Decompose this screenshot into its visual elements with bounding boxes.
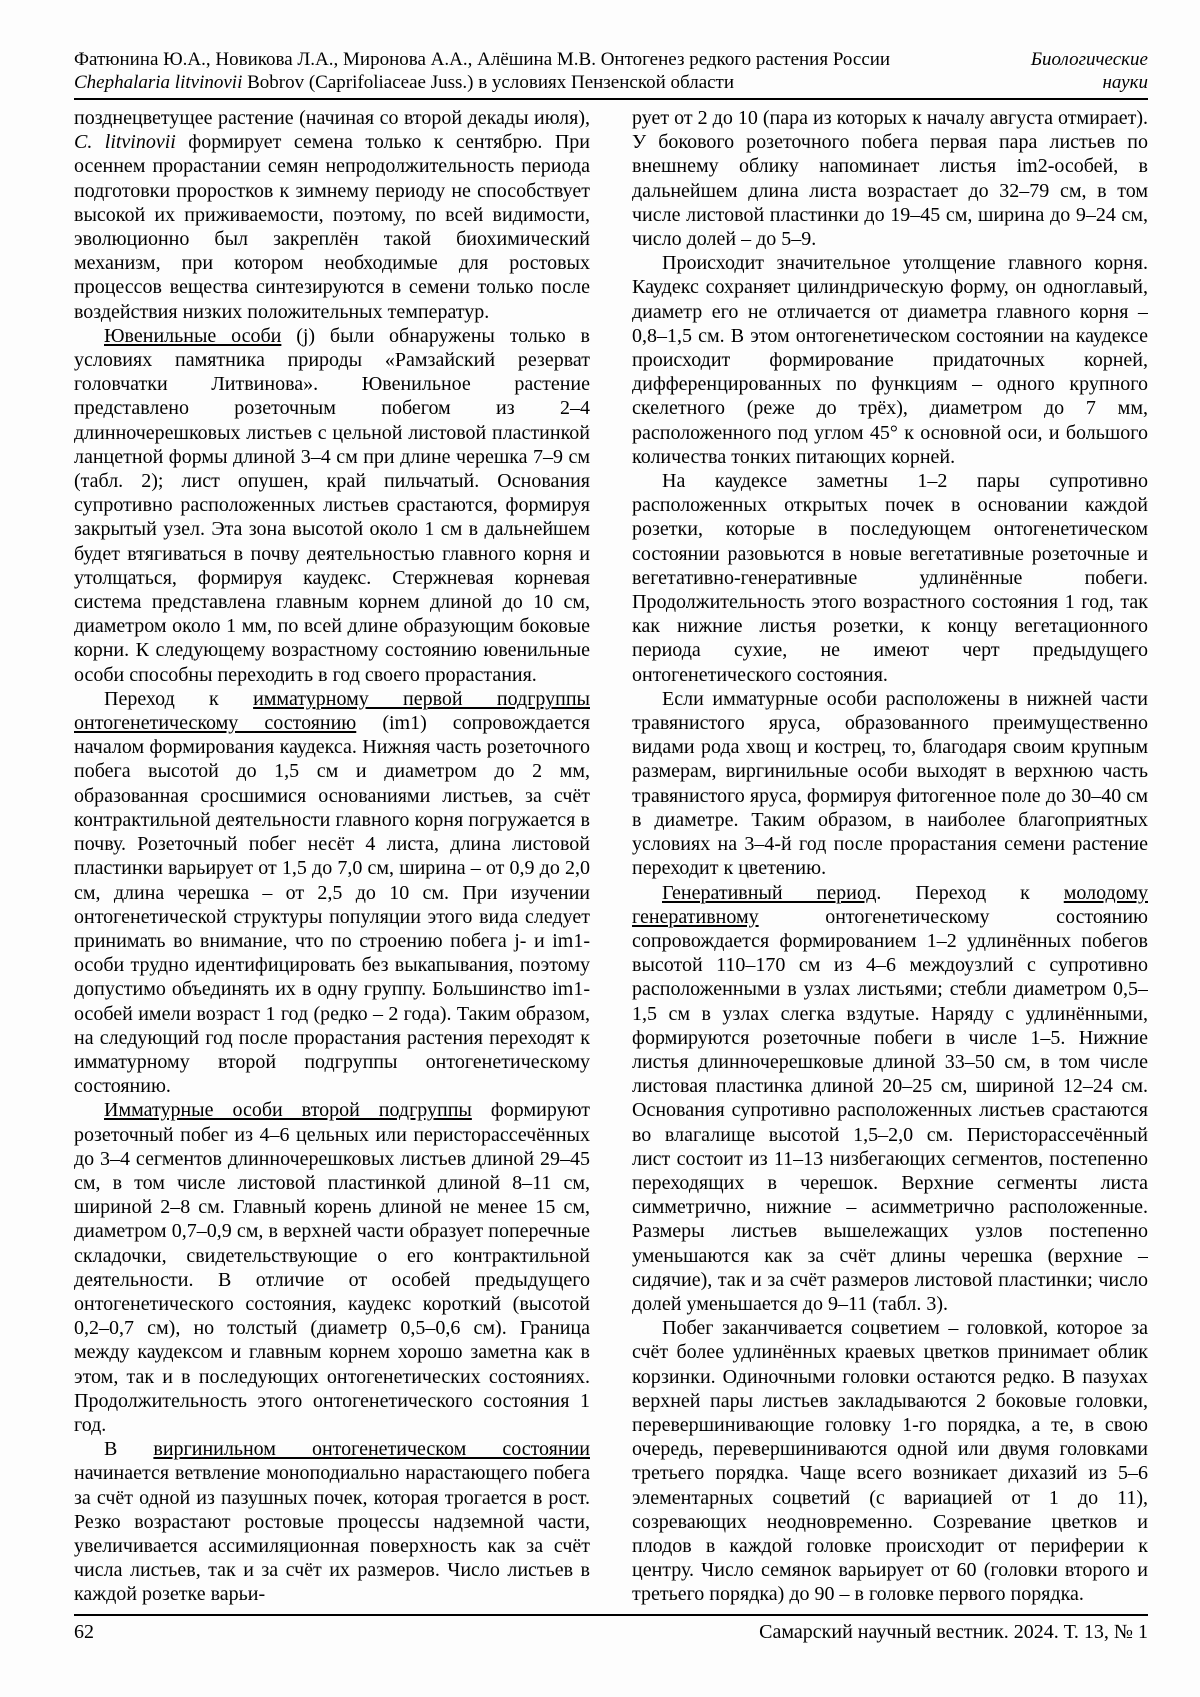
text-column-left — [74, 106, 590, 1612]
running-title-line2 — [74, 71, 890, 94]
paragraph — [74, 106, 590, 324]
paragraph — [632, 881, 1148, 1317]
text-segment: формируют розеточный побег из 4–6 цельных или перисторассечённых до 3–4 сегментов длинночерешковых листьев длиной 29–45 см, в том числе листовой пластинкой длиной 8–11 см, шириной 2–8 см. Главный корень длиной не менее 15 см, диаметром 0,7–0,9 см, в верхней части образует поперечные складочки, свидетельствующие о его контрактильной деятельности. В отличие от особей предыдущего онтогенетического состояния, каудекс короткий (высотой 0,2–0,7 см), но толстый (диаметр 0,5–0,6 см). Граница между каудексом и главным корнем хорошо заметна как в этом, так и в последующих онтогенетических состояниях. Продолжительность этого онтогенетического состояния 1 год. — [74, 1099, 590, 1436]
running-title-line2-rest: Bobrov (Caprifoliaceae Juss.) в условиях Пензенской области — [242, 72, 735, 93]
running-title-line1: Фатюнина Ю.А., Новикова Л.А., Миронова А.А., Алёшина М.В. Онтогенез редкого растения России — [74, 49, 891, 70]
section-label-line2: науки — [1102, 72, 1148, 93]
paragraph — [632, 687, 1148, 881]
section-label — [1031, 48, 1148, 94]
paragraph — [632, 469, 1148, 687]
page-header — [74, 48, 1148, 94]
paragraph — [632, 106, 1148, 251]
paragraph — [74, 324, 590, 687]
text-segment: . Переход к — [876, 881, 1064, 904]
text-segment: Побег заканчивается соцветием – головкой, которое за счёт более удлинённых краевых цветков принимает облик корзинки. Одиночными головки остаются редко. В пазухах верхней пары листьев закладываются 2 боковые головки, перевершинивающие головку 1-го порядка, а те, в свою очередь, перевершиниваются одной или двумя головками третьего порядка. Чаще всего возникает дихазий из 5–6 элементарных соцветий (с вариацией от 1 до 11), созревающих неодновременно. Созревание цветков и плодов в каждой головке происходит от периферии к центру. Число семянок варьирует от 60 (головки второго и третьего порядка) до 90 – в головке первого порядка. — [632, 1317, 1148, 1606]
paragraph — [74, 687, 590, 1098]
text-segment: На каудексе заметны 1–2 пары супротивно расположенных открытых почек в основании каждой розетки, которые в последующем онтогенетическом состоянии разовьются в новые вегетативные розеточные и вегетативно-генеративные удлинённые побеги. Продолжительность этого возрастного состояния 1 год, так как нижние листья розетки, к концу вегетационного периода сухие, не имеют черт предыдущего онтогенетического состояния. — [632, 470, 1148, 686]
text-column-right — [632, 106, 1148, 1612]
text-segment: (im1) сопровождается началом формирования каудекса. Нижняя часть розеточного побега высотой до 1,5 см и диаметром до 2 мм, образованная сросшимися основаниями листьев, за счёт контрактильной деятельности главного корня погружается в почву. Розеточный побег несёт 4 листа, длина листовой пластинки варьирует от 1,5 до 7,0 см, ширина – от 0,9 до 2,0 см, длина черешка – от 2,5 до 10 см. При изучении онтогенетической структуры популяции этого вида следует принимать во внимание, что по строению побега j- и im1-особи трудно идентифицировать без выкапывания, поэтому допустимо объединять их в одну группу. Большинство im1-особей имели возраст 1 год (редко – 2 года). Таким образом, на следующий год после прорастания растения переходят к имматурному второй подгруппы онтогенетическому состоянию. — [74, 712, 590, 1098]
paragraph — [632, 1316, 1148, 1606]
journal-reference: Самарский научный вестник. 2024. Т. 13, № 1 — [759, 1621, 1148, 1643]
underlined-term: имматурному первой подгруппы онтогенетическому состоянию — [74, 687, 590, 735]
footer-rule — [74, 1614, 1148, 1616]
underlined-term: Ювенильные особи — [104, 324, 282, 347]
page-number: 62 — [74, 1621, 94, 1643]
text-segment: рует от 2 до 10 (пара из которых к началу августа отмирает). У бокового розеточного побега первая пара листьев по внешнему облику напоминает листья im2-особей, в дальнейшем длина листа возрастает до 32–79 см, в том числе листовой пластинки до 19–45 см, ширина до 9–24 см, число долей – до 5–9. — [632, 107, 1148, 251]
text-segment: позднецветущее растение (начиная со второй декады июля), — [74, 107, 590, 129]
paragraph — [632, 251, 1148, 469]
running-title — [74, 48, 890, 94]
underlined-term: виргинильном онтогенетическом состоянии — [153, 1438, 590, 1461]
article-body — [74, 106, 1148, 1612]
species-name-italic: Chephalaria litvinovii — [74, 72, 243, 93]
paragraph — [74, 1437, 590, 1606]
header-rule — [74, 98, 1148, 100]
page-footer — [74, 1619, 1148, 1645]
text-segment: формирует семена только к сентябрю. При осеннем прорастании семян непродолжительность периода подготовки проростков к зимнему периоду не способствует высокой их приживаемости, поэтому, по всей видимости, эволюционно был закреплён такой биохимический механизм, при котором необходимые для ростовых процессов вещества синтезируются в семени только после воздействия низких положительных температур. — [74, 131, 590, 323]
underlined-term: Имматурные особи второй подгруппы — [104, 1099, 472, 1122]
text-segment: Переход к — [104, 687, 254, 710]
underlined-term: Генеративный период — [662, 881, 877, 904]
text-segment: Происходит значительное утолщение главного корня. Каудекс сохраняет цилиндрическую форму, он одноглавый, диаметр его не отличается от диаметра главного корня – 0,8–1,5 см. В этом онтогенетическом состоянии на каудексе происходит формирование придаточных корней, дифференцированных по функциям – одного крупного скелетного (реже до трёх), диаметром до 7 мм, расположенного под углом 45° к основной оси, и большого количества тонких питающих корней. — [632, 252, 1148, 468]
text-segment: В — [104, 1438, 154, 1461]
text-segment: (j) были обнаружены только в условиях памятника природы «Рамзайский резерват головчатки Литвинова». Ювенильное растение представлено розеточным побегом из 2–4 длинночерешковых листьев с цельной листовой пластинкой ланцетной формы длиной 3–4 см при длине черешка 7–9 см (табл. 2); лист опушен, край пильчатый. Основания супротивно расположенных листьев срастаются, формируя закрытый узел. Эта зона высотой около 1 см в дальнейшем будет втягиваться в почву деятельностью главного корня и утолщаться, формируя каудекс. Стержневая корневая система представлена главным корнем длиной до 10 см, диаметром около 1 мм, по всей длине образующим боковые корни. К следующему возрастному состоянию ювенильные особи способны переходить в год своего прорастания. — [74, 324, 590, 686]
text-segment: начинается ветвление моноподиально нарастающего побега за счёт одной из пазушных почек, которая трогается в рост. Резко возрастают ростовые процессы надземной части, увеличивается ассимиляционная поверхность как за счёт числа листьев, так и за счёт их размеров. Число листьев в каждой розетке варьи- — [74, 1462, 590, 1606]
text-segment: Если имматурные особи расположены в нижней части травянистого яруса, образованного преимущественно видами рода хвощ и кострец, то, благодаря своим крупным размерам, виргинильные особи выходят в верхнюю часть травянистого яруса, формируя фитогенное поле до 30–40 см в диаметре. Таким образом, в наиболее благоприятных условиях на 3–4-й год после прорастания семени растение переходит к цветению. — [632, 687, 1148, 880]
latin-name-italic: C. litvinovii — [74, 131, 176, 154]
text-segment: онтогенетическому состоянию сопровождается формированием 1–2 удлинённых побегов высотой 110–170 см из 4–6 междоузлий с супротивно расположенными в узлах листьями; стебли диаметром 0,5–1,5 см в узлах слегка вздутые. Наряду с удлинёнными, формируются розеточные побеги в числе 1–5. Нижние листья длинночерешковые длиной 33–50 см, в том числе листовая пластинка длиной 20–25 см, шириной 12–24 см. Основания супротивно расположенных листьев срастаются во влагалище высотой 1,5–2,0 см. Перисторассечённый лист состоит из 11–13 низбегающих сегментов, постепенно переходящих в черешок. Верхние сегменты листа симметрично, нижние – асимметрично расположенные. Размеры листьев вышележащих узлов постепенно уменьшаются как за счёт длины черешка (верхние – сидячие), так и за счёт размеров листовой пластинки; число долей уменьшается до 9–11 (табл. 3). — [632, 905, 1148, 1315]
paragraph — [74, 1098, 590, 1437]
section-label-line1: Биологические — [1030, 49, 1148, 70]
underlined-term: молодому генеративному — [632, 881, 1148, 928]
